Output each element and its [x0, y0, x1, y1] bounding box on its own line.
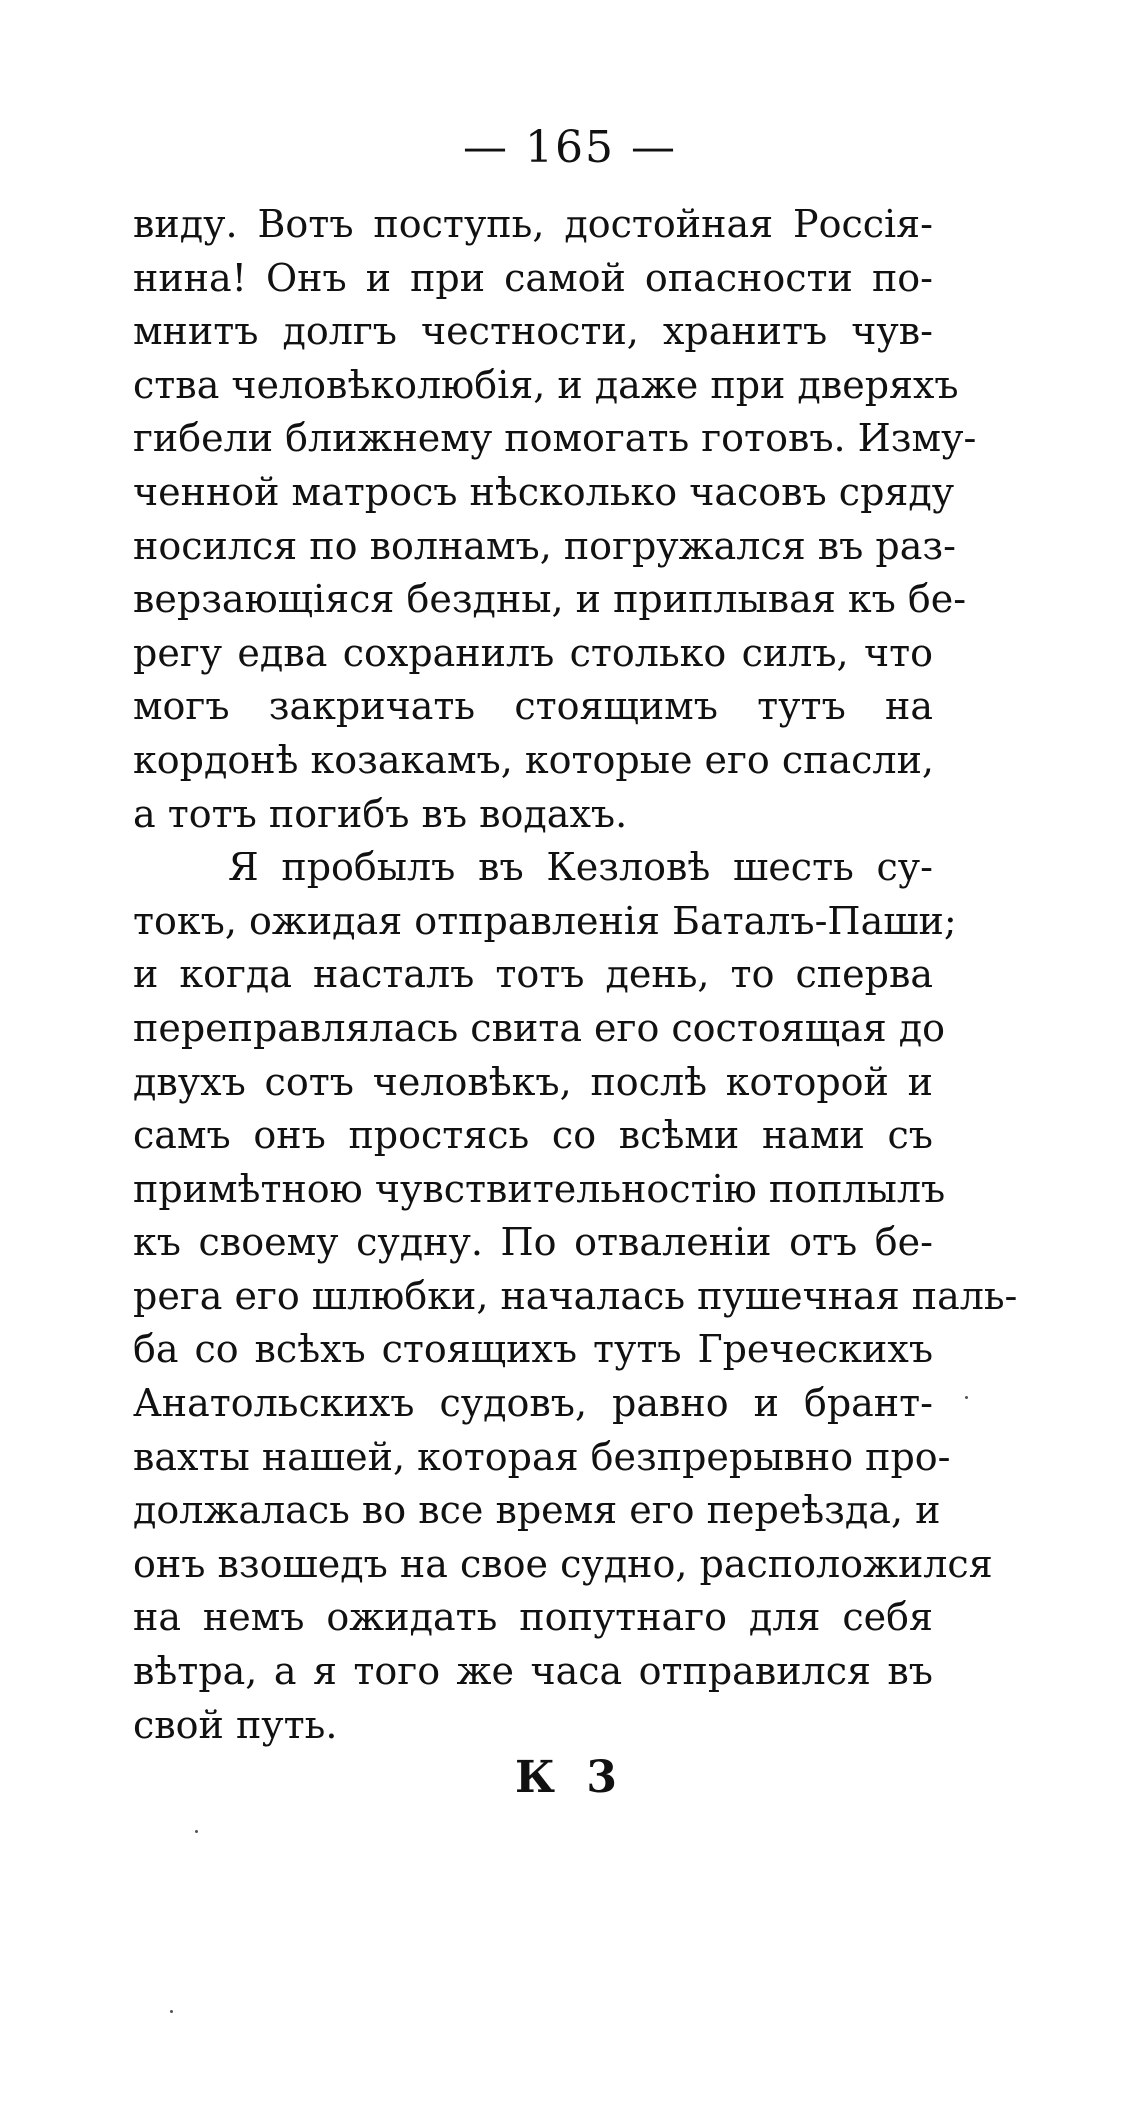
- text-line: регу едва сохранилъ столько силъ, что: [133, 630, 933, 675]
- text-line: Анатольскихъ судовъ, равно и брант-: [133, 1381, 933, 1426]
- print-speck: [965, 1396, 968, 1399]
- text-line: ства человѣколюбія, и даже при дверяхъ: [133, 362, 959, 407]
- text-line: токъ, ожидая отправленія Баталъ-Паши;: [133, 898, 957, 943]
- text-line: вѣтра, а я того же часа отправился въ: [133, 1649, 933, 1694]
- text-line: на немъ ожидать попутнаго для себя: [133, 1595, 933, 1640]
- text-line: кордонѣ козакамъ, которые его спасли,: [133, 737, 934, 782]
- text-line: двухъ сотъ человѣкъ, послѣ которой и: [133, 1059, 933, 1104]
- text-line: самъ онъ простясь со всѣми нами съ: [133, 1113, 933, 1158]
- paragraph-1: [133, 198, 977, 841]
- body-text: [133, 198, 1018, 1752]
- text-line: рега его шлюбки, началась пушечная паль-: [133, 1273, 1018, 1318]
- text-line: ченной матросъ нѣсколько часовъ сряду: [133, 469, 955, 514]
- text-line: должалась во все время его переѣзда, и: [133, 1488, 941, 1533]
- text-line: переправлялась свита его состоящая до: [133, 1005, 946, 1050]
- print-speck: [170, 2010, 173, 2013]
- text-line: свой путь.: [133, 1702, 338, 1747]
- text-line: носился по волнамъ, погружался въ раз-: [133, 523, 956, 568]
- text-line: верзающіяся бездны, и приплывая къ бе-: [133, 577, 967, 622]
- text-line: ба со всѣхъ стоящихъ тутъ Греческихъ: [133, 1327, 933, 1372]
- text-line: и когда насталъ тотъ день, то сперва: [133, 952, 933, 997]
- text-line: вахты нашей, которая безпрерывно про-: [133, 1434, 951, 1479]
- print-speck: [195, 1830, 198, 1833]
- page-number: — 165 —: [463, 122, 677, 173]
- text-line: нина! Онъ и при самой опасности по-: [133, 255, 933, 300]
- text-line: виду. Вотъ поступь, достойная Россія-: [133, 202, 933, 246]
- text-line: Я пробылъ въ Кезловѣ шесть су-: [228, 845, 933, 890]
- text-line: къ своему судну. По отваленіи отъ бе-: [133, 1220, 933, 1265]
- text-line: мнитъ долгъ честности, хранитъ чув-: [133, 309, 933, 354]
- text-line: гибели ближнему помогать готовъ. Изму-: [133, 416, 977, 461]
- paragraph-2: [133, 841, 1018, 1752]
- text-line: примѣтною чувствительностію поплылъ: [133, 1166, 946, 1211]
- text-line: онъ взошедъ на свое судно, расположился: [133, 1541, 993, 1586]
- text-line: могъ закричать стоящимъ тутъ на: [133, 684, 933, 729]
- text-line: а тотъ погибъ въ водахъ.: [133, 791, 628, 836]
- signature-mark: К 3: [515, 1752, 625, 1803]
